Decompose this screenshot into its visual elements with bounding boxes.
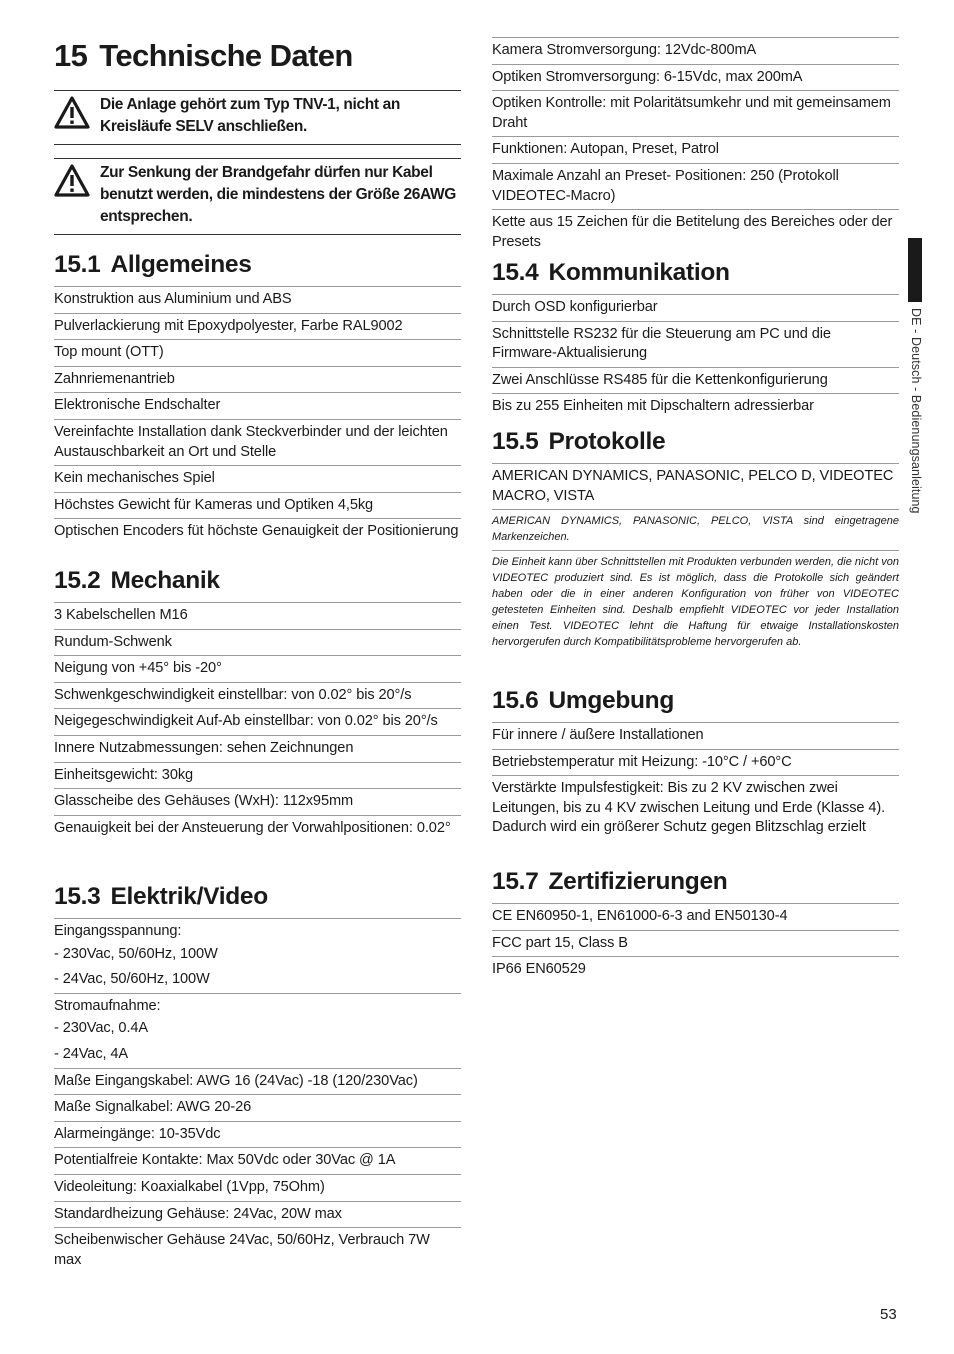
section-kommunikation xyxy=(492,258,899,420)
list-item: Videoleitung: Koaxialkabel (1Vpp, 75Ohm) xyxy=(54,1175,461,1202)
section-heading xyxy=(492,258,899,295)
list-item: Elektronische Endschalter xyxy=(54,393,461,420)
list-item: Neigegeschwindigkeit Auf-Ab einstellbar: von 0.02° bis 20°/s xyxy=(54,709,461,736)
section-heading xyxy=(54,882,461,919)
page-number: 53 xyxy=(880,1306,897,1323)
list-item: Genauigkeit bei der Ansteuerung der Vorwahlpositionen: 0.02° xyxy=(54,819,451,836)
warning-box-fire xyxy=(54,158,461,235)
list-item: Kamera Stromversorgung: 12Vdc-800mA xyxy=(492,38,899,65)
list-item: Kein mechanisches Spiel xyxy=(54,466,461,493)
list-item: Scheibenwischer Gehäuse 24Vac, 50/60Hz, Verbrauch 7W max xyxy=(54,1232,430,1268)
side-language-text: DE - Deutsch - Bedienungsanleitung xyxy=(909,308,923,514)
side-language-label xyxy=(906,308,926,553)
chapter-title-text: Technische Daten xyxy=(99,38,353,73)
section-number: 15.1 xyxy=(54,251,101,278)
list-item: Optiken Stromversorgung: 6-15Vdc, max 200mA xyxy=(492,65,899,92)
section-number: 15.3 xyxy=(54,883,101,910)
compatibility-disclaimer: Die Einheit kann über Schnittstellen mit Produkten verbunden werden, die nicht von VIDEOTEC produziert sind. Es ist möglich, dass die Protokolle sich geändert haben oder die in einer anderen Konfiguration von früher von VIDEOTEC getesteten Einheiten sind. Deshalb empfiehlt VIDEOTEC vor jeder Installation einen Test. VIDEOTEC lehnt die Haftung für etwaige Installationskosten hervorgerufen durch Kompatibilitätsprobleme hervorgerufen ab. xyxy=(492,556,899,649)
list-item: Optischen Encoders füt höchste Genauigkeit der Positionierung xyxy=(54,523,459,540)
list-item-input-voltage xyxy=(54,919,461,994)
list-item: Top mount (OTT) xyxy=(54,340,461,367)
list-item: Konstruktion aus Aluminium und ABS xyxy=(54,287,461,314)
section-mechanik xyxy=(54,566,461,841)
section-title: Zertifizierungen xyxy=(548,868,728,895)
list-item: Höchstes Gewicht für Kameras und Optiken 4,5kg xyxy=(54,493,461,520)
section-heading xyxy=(492,427,899,464)
section-number: 15.7 xyxy=(492,868,539,895)
warning-text: Zur Senkung der Brandgefahr dürfen nur Kabel benutzt werden, die mindestens der Größe 26AWG entsprechen. xyxy=(100,164,456,225)
list-item: Kette aus 15 Zeichen für die Betitelung des Bereiches oder der Presets xyxy=(492,214,893,250)
list-item: FCC part 15, Class B xyxy=(492,931,899,958)
section-elektrik-video xyxy=(54,882,461,1273)
list-item: Betriebstemperatur mit Heizung: -10°C / +60°C xyxy=(492,750,899,777)
list-item: Maximale Anzahl an Preset- Positionen: 250 (Protokoll VIDEOTEC-Macro) xyxy=(492,164,899,210)
list-item: IP66 EN60529 xyxy=(492,961,586,978)
input-voltage-24: - 24Vac, 50/60Hz, 100W xyxy=(54,971,210,988)
list-item: Schnittstelle RS232 für die Steuerung am PC und die Firmware-Aktualisierung xyxy=(492,322,899,368)
list-item: Bis zu 255 Einheiten mit Dipschaltern adressierbar xyxy=(492,398,814,415)
list-item: CE EN60950-1, EN61000-6-3 and EN50130-4 xyxy=(492,904,899,931)
list-item: Verstärkte Impulsfestigkeit: Bis zu 2 KV zwischen zwei Leitungen, bis zu 4 KV zwischen Leitung und Erde (Klasse 4). Dadurch wird ein größerer Schutz gegen Blitzschlag erzielt xyxy=(492,780,886,836)
list-item: Maße Signalkabel: AWG 20-26 xyxy=(54,1095,461,1122)
power-consumption-230: - 230Vac, 0.4A xyxy=(54,1020,149,1037)
section-protokolle xyxy=(492,427,899,655)
section-heading xyxy=(54,566,461,603)
list-item: Glasscheibe des Gehäuses (WxH): 112x95mm xyxy=(54,789,461,816)
list-item: Alarmeingänge: 10-35Vdc xyxy=(54,1122,461,1149)
input-voltage-label: Eingangsspannung: xyxy=(54,923,182,939)
power-consumption-label: Stromaufnahme: xyxy=(54,997,161,1014)
section-number: 15.5 xyxy=(492,428,539,455)
list-item: Durch OSD konfigurierbar xyxy=(492,295,899,322)
warning-triangle-icon xyxy=(54,162,100,203)
section-title: Mechanik xyxy=(110,567,220,594)
list-item: Vereinfachte Installation dank Steckverbinder und der leichten Austauschbarkeit an Ort und Stelle xyxy=(54,420,461,466)
list-item: Funktionen: Autopan, Preset, Patrol xyxy=(492,137,899,164)
chapter-title xyxy=(54,38,353,74)
list-item: Einheitsgewicht: 30kg xyxy=(54,763,461,790)
list-item: Zwei Anschlüsse RS485 für die Kettenkonfigurierung xyxy=(492,368,899,395)
chapter-number: 15 xyxy=(54,38,88,73)
list-item: Pulverlackierung mit Epoxydpolyester, Farbe RAL9002 xyxy=(54,314,461,341)
list-item-power-consumption xyxy=(54,994,461,1069)
trademark-note: AMERICAN DYNAMICS, PANASONIC, PELCO, VISTA sind eingetragene Markenzeichen. xyxy=(492,510,899,551)
warning-triangle-icon xyxy=(54,94,100,135)
section-heading xyxy=(492,686,899,723)
list-item: AMERICAN DYNAMICS, PANASONIC, PELCO D, VIDEOTEC MACRO, VISTA xyxy=(492,464,899,510)
warning-text: Die Anlage gehört zum Typ TNV-1, nicht an Kreisläufe SELV anschließen. xyxy=(100,96,400,135)
power-consumption-24: - 24Vac, 4A xyxy=(54,1045,129,1062)
section-umgebung xyxy=(492,686,899,841)
section-allgemeines xyxy=(54,250,461,545)
list-item: 3 Kabelschellen M16 xyxy=(54,603,461,630)
list-item: Optiken Kontrolle: mit Polaritätsumkehr und mit gemeinsamem Draht xyxy=(492,91,899,137)
section-number: 15.4 xyxy=(492,259,539,286)
section-title: Kommunikation xyxy=(548,259,730,286)
right-column xyxy=(492,37,899,978)
list-item: Potentialfreie Kontakte: Max 50Vdc oder 30Vac @ 1A xyxy=(54,1148,461,1175)
section-title: Protokolle xyxy=(548,428,666,455)
section-title: Umgebung xyxy=(548,687,675,714)
list-item: Innere Nutzabmessungen: sehen Zeichnungen xyxy=(54,736,461,763)
section-number: 15.6 xyxy=(492,687,539,714)
list-item: Neigung von +45° bis -20° xyxy=(54,656,461,683)
section-title: Allgemeines xyxy=(110,251,252,278)
list-item: Rundum-Schwenk xyxy=(54,630,461,657)
list-item: Maße Eingangskabel: AWG 16 (24Vac) -18 (120/230Vac) xyxy=(54,1069,461,1096)
section-title: Elektrik/Video xyxy=(110,883,268,910)
section-heading xyxy=(54,250,461,287)
list-item: Schwenkgeschwindigkeit einstellbar: von 0.02° bis 20°/s xyxy=(54,683,461,710)
list-item: Standardheizung Gehäuse: 24Vac, 20W max xyxy=(54,1202,461,1229)
warning-box-tnv xyxy=(54,90,461,145)
list-item: Zahnriemenantrieb xyxy=(54,367,461,394)
section-zertifizierungen xyxy=(492,867,899,983)
section-number: 15.2 xyxy=(54,567,101,594)
list-item: Für innere / äußere Installationen xyxy=(492,723,899,750)
input-voltage-230: - 230Vac, 50/60Hz, 100W xyxy=(54,945,218,962)
elektrik-continued-list xyxy=(492,37,899,255)
section-heading xyxy=(492,867,899,904)
language-tab-marker xyxy=(908,238,922,302)
